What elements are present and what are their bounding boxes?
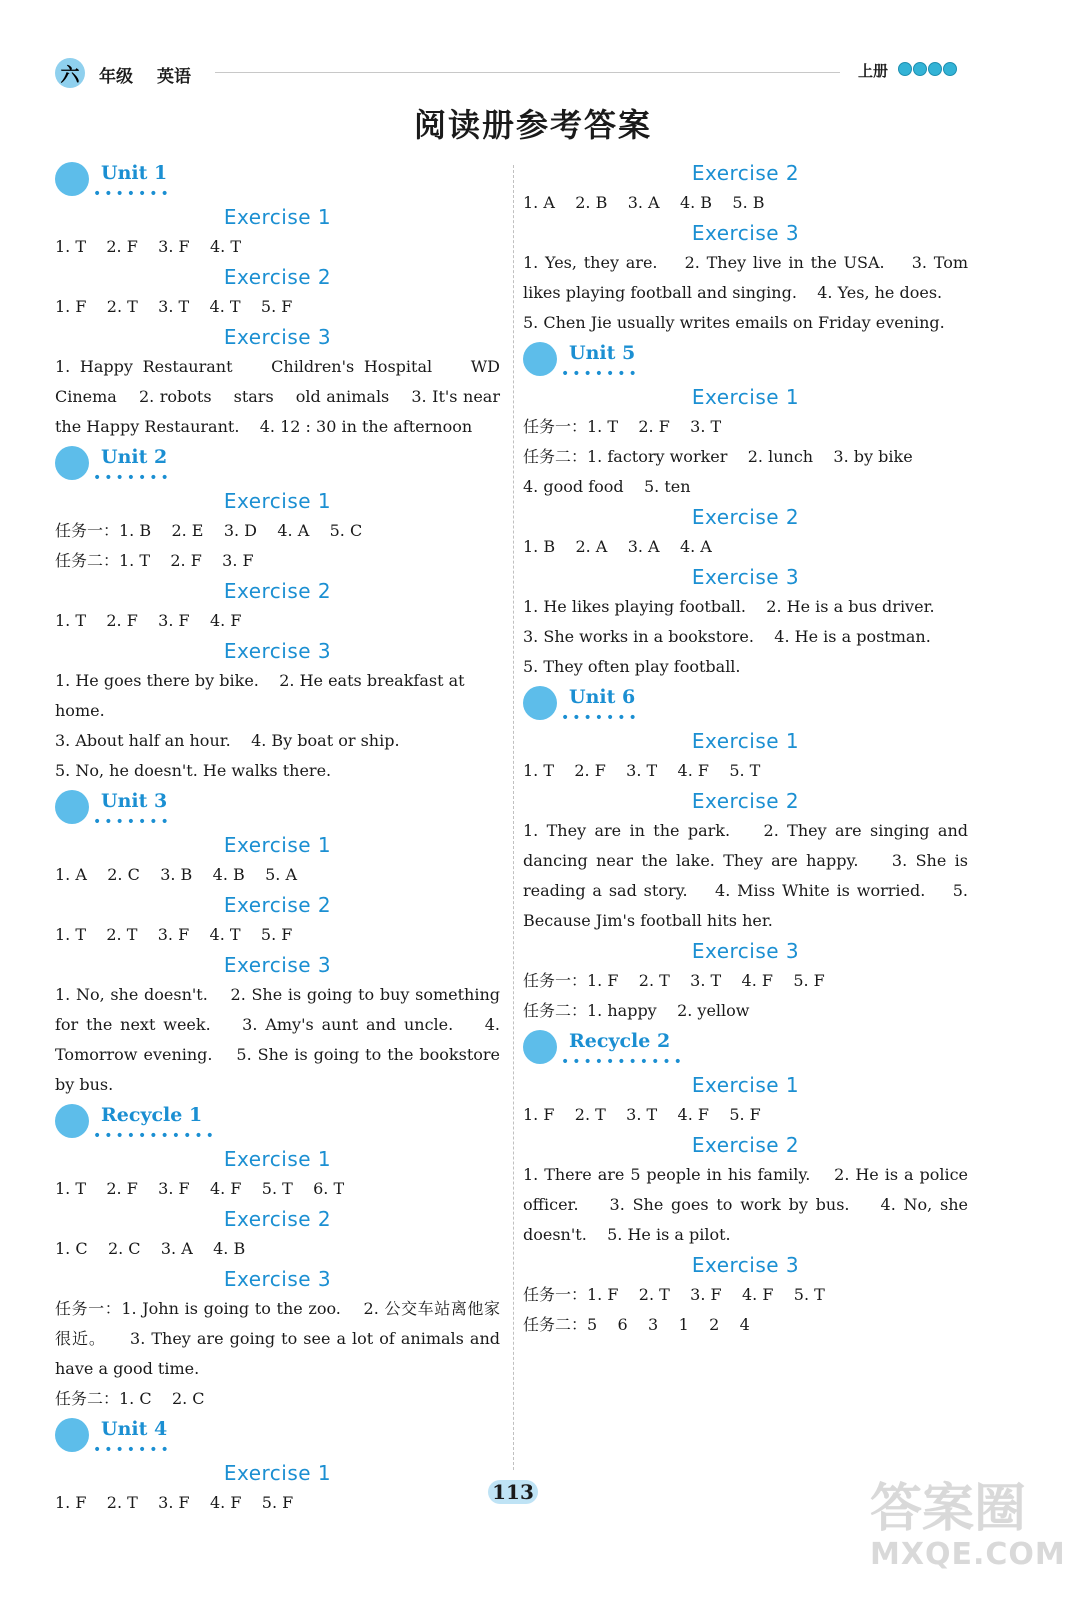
decorative-dots <box>898 62 957 76</box>
unit-label: Unit 6 <box>569 686 636 708</box>
answer-line: 1. F 2. T 3. F 4. F 5. F <box>55 1493 294 1512</box>
answer-line: 任务一：1. T 2. F 3. T <box>523 417 722 436</box>
volume-label: 上册 <box>858 62 889 80</box>
answer-line: 任务二：1. factory worker 2. lunch 3. by bike <box>523 447 913 466</box>
exercise-title: Exercise 2 <box>691 1133 800 1157</box>
answer-line: 1. T 2. F 3. F 4. F <box>55 611 242 630</box>
unit-label: Unit 5 <box>569 342 636 364</box>
watermark-logo-text: 答案圈 <box>870 1479 1027 1539</box>
unit-heading <box>55 160 500 200</box>
watermark-domain: MXQE.COM <box>870 1537 1066 1572</box>
unit-heading <box>55 788 500 828</box>
unit-label: Recycle 2 <box>569 1030 671 1052</box>
exercise-title: Exercise 3 <box>691 1253 800 1277</box>
answer-line: 1. T 2. F 3. T 4. F 5. T <box>523 761 761 780</box>
answer-line: 任务一：1. F 2. T 3. T 4. F 5. F <box>523 971 825 990</box>
answer-line: 5. No, he doesn't. He walks there. <box>55 761 332 780</box>
answer-line: 任务一：1. B 2. E 3. D 4. A 5. C <box>55 521 363 540</box>
answer-line: 1. A 2. C 3. B 4. B 5. A <box>55 865 297 884</box>
answer-line: 1. B 2. A 3. A 4. A <box>523 537 712 556</box>
right-column <box>523 158 974 1340</box>
exercise-title: Exercise 3 <box>223 325 332 349</box>
unit-heading <box>523 340 968 380</box>
answer-line: 任务一：1. F 2. T 3. F 4. F 5. T <box>523 1285 825 1304</box>
answer-line: 3. About half an hour. 4. By boat or ship. <box>55 731 400 750</box>
answer-line: 1. No, she doesn't. 2. She is going to buy something for the next week. 3. Amy's aunt and uncle. 4. Tomorrow evening. 5. She is going to the bookstore by bus. <box>55 985 506 1094</box>
exercise-title: Exercise 1 <box>691 729 800 753</box>
unit-underline-dots: ••••••• <box>561 710 640 726</box>
subject-label: 英语 <box>157 67 191 87</box>
exercise-title: Exercise 2 <box>223 579 332 603</box>
exercise-title: Exercise 2 <box>223 893 332 917</box>
unit-circle-icon <box>55 446 89 480</box>
unit-underline-dots: ••••••• <box>93 814 172 830</box>
answer-line: 1. Happy Restaurant Children's Hospital WD Cinema 2. robots stars old animals 3. It's near the Happy Restaurant. 4. 12 : 30 in the afternoon <box>55 357 506 436</box>
exercise-title: Exercise 3 <box>223 1267 332 1291</box>
unit-label: Unit 4 <box>101 1418 168 1440</box>
exercise-title: Exercise 2 <box>691 789 800 813</box>
unit-label: Unit 3 <box>101 790 168 812</box>
unit-underline-dots: ••••••• <box>93 1442 172 1458</box>
unit-underline-dots: ••••••••••• <box>93 1128 217 1144</box>
exercise-title: Exercise 3 <box>691 939 800 963</box>
exercise-title: Exercise 2 <box>691 161 800 185</box>
unit-underline-dots: ••••••• <box>93 470 172 486</box>
exercise-title: Exercise 1 <box>223 489 332 513</box>
answer-line: 1. There are 5 people in his family. 2. He is a police officer. 3. She goes to work by bus. 4. No, she doesn't. 5. He is a pilot. <box>523 1165 974 1244</box>
unit-circle-icon <box>55 1104 89 1138</box>
unit-circle-icon <box>55 162 89 196</box>
exercise-title: Exercise 1 <box>223 1147 332 1171</box>
answer-line: 任务二：5 6 3 1 2 4 <box>523 1315 750 1334</box>
answer-line: 1. They are in the park. 2. They are singing and dancing near the lake. They are happy. 3. She is reading a sad story. 4. Miss White is worried. 5. Because Jim's football hits her. <box>523 821 974 930</box>
column-divider <box>513 165 514 1470</box>
unit-circle-icon <box>523 686 557 720</box>
answer-line: 1. F 2. T 3. T 4. T 5. F <box>55 297 293 316</box>
answer-line: 1. Yes, they are. 2. They live in the USA. 3. Tom likes playing football and singing. 4. Yes, he does. <box>523 253 974 302</box>
exercise-title: Exercise 1 <box>223 833 332 857</box>
unit-label: Unit 2 <box>101 446 168 468</box>
grade-badge: 六 <box>55 58 85 88</box>
unit-heading <box>55 1416 500 1456</box>
answer-line: 1. T 2. F 3. F 4. F 5. T 6. T <box>55 1179 345 1198</box>
unit-heading <box>523 684 968 724</box>
answer-line: 1. He likes playing football. 2. He is a bus driver. <box>523 597 935 616</box>
exercise-title: Exercise 3 <box>691 565 800 589</box>
page-number-text: 113 <box>488 1480 538 1504</box>
header-divider <box>215 72 840 73</box>
answer-line: 5. Chen Jie usually writes emails on Friday evening. <box>523 313 945 332</box>
exercise-title: Exercise 3 <box>223 639 332 663</box>
exercise-title: Exercise 3 <box>223 953 332 977</box>
unit-circle-icon <box>523 1030 557 1064</box>
unit-circle-icon <box>55 790 89 824</box>
answer-line: 1. A 2. B 3. A 4. B 5. B <box>523 193 765 212</box>
answer-line: 1. C 2. C 3. A 4. B <box>55 1239 246 1258</box>
answer-line: 4. good food 5. ten <box>523 477 691 496</box>
exercise-title: Exercise 1 <box>691 1073 800 1097</box>
page-title: 阅读册参考答案 <box>413 106 652 144</box>
answer-line: 1. T 2. F 3. F 4. T <box>55 237 241 256</box>
answer-line: 3. She works in a bookstore. 4. He is a postman. <box>523 627 931 646</box>
unit-heading <box>55 444 500 484</box>
exercise-title: Exercise 2 <box>223 265 332 289</box>
unit-underline-dots: ••••••• <box>93 186 172 202</box>
unit-circle-icon <box>523 342 557 376</box>
left-column <box>55 158 506 1518</box>
unit-heading <box>55 1102 500 1142</box>
exercise-title: Exercise 2 <box>223 1207 332 1231</box>
answer-line: 1. T 2. T 3. F 4. T 5. F <box>55 925 293 944</box>
watermark <box>870 1479 1066 1590</box>
answer-line: 1. F 2. T 3. T 4. F 5. F <box>523 1105 761 1124</box>
unit-underline-dots: ••••••• <box>561 366 640 382</box>
unit-label: Unit 1 <box>101 162 168 184</box>
unit-label: Recycle 1 <box>101 1104 203 1126</box>
exercise-title: Exercise 1 <box>223 205 332 229</box>
exercise-title: Exercise 2 <box>691 505 800 529</box>
unit-underline-dots: ••••••••••• <box>561 1054 685 1070</box>
answer-line: 任务二：1. happy 2. yellow <box>523 1001 750 1020</box>
answer-line: 5. They often play football. <box>523 657 741 676</box>
grade-label: 年级 <box>99 67 133 87</box>
unit-circle-icon <box>55 1418 89 1452</box>
answer-line: 任务二：1. T 2. F 3. F <box>55 551 254 570</box>
exercise-title: Exercise 3 <box>691 221 800 245</box>
page-header <box>55 56 965 86</box>
exercise-title: Exercise 1 <box>691 385 800 409</box>
answer-line: 1. He goes there by bike. 2. He eats breakfast at home. <box>55 671 470 720</box>
answer-line: 任务二：1. C 2. C <box>55 1389 205 1408</box>
answer-line: 任务一：1. John is going to the zoo. 2. 公交车站离他家很近。 3. They are going to see a lot of animals and have a good time. <box>55 1299 506 1378</box>
unit-heading <box>523 1028 968 1068</box>
exercise-title: Exercise 1 <box>223 1461 332 1485</box>
